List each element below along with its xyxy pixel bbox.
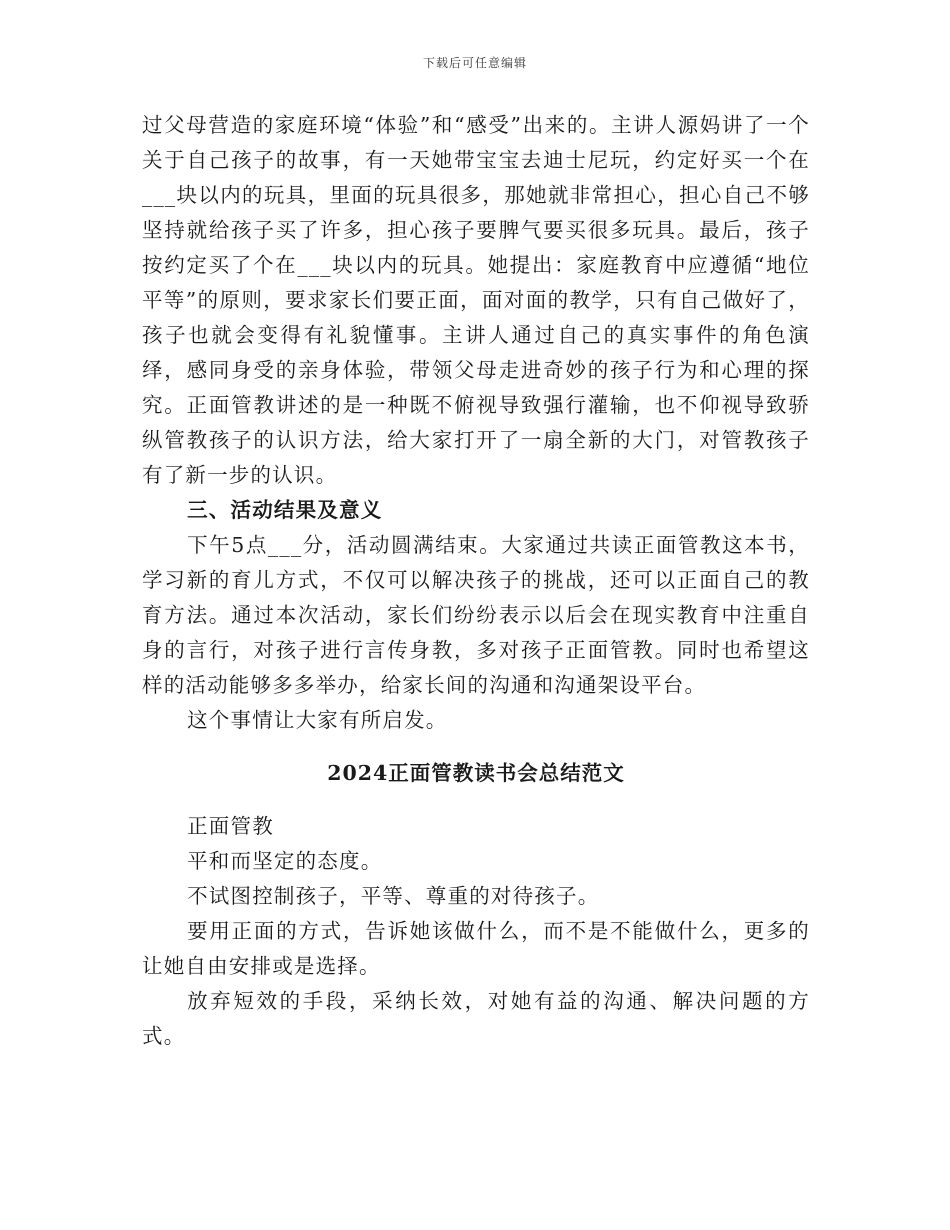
article-line: 不试图控制孩子，平等、尊重的对待孩子。 [187,884,600,908]
document-body [142,108,810,1054]
closing-paragraph: 这个事情让大家有所启发。 [187,708,448,732]
continued-paragraph: 过父母营造的家庭环境“体验”和“感受”出来的。主讲人源妈讲了一个关于自己孩子的故事，有一天她带宝宝去迪士尼玩，约定好买一个在___块以内的玩具，里面的玩具很多，那她就非常担心，担心自己不够坚持就给孩子买了许多，担心孩子要脾气要买很多玩具。最后，孩子按约定买了个在___块以内的玩具。她提出：家庭教育中应遵循“地位平等”的原则，要求家长们要正面，面对面的教学，只有自己做好了，孩子也就会变得有礼貌懂事。主讲人通过自己的真实事件的角色演绎，感同身受的亲身体验，带领父母走进奇妙的孩子行为和心理的探究。正面管教讲述的是一种既不俯视导致强行灌输，也不仰视导致骄纵管教孩子的认识方法，给大家打开了一扇全新的大门，对管教孩子有了新一步的认识。 [142,113,810,487]
article-title: 2024正面管教读书会总结范文 [327,761,625,785]
article-line: 平和而坚定的态度。 [187,849,383,873]
section-heading-results: 三、活动结果及意义 [187,498,383,522]
article-line: 正面管教 [187,814,274,838]
results-paragraph: 下午5点___分，活动圆满结束。大家通过共读正面管教这本书，学习新的育儿方式，不仅可以解决孩子的挑战，还可以正面自己的教育方法。通过本次活动，家长们纷纷表示以后会在现实教育中注重自身的言行，对孩子进行言传身教，多对孩子正面管教。同时也希望这样的活动能够多多举办，给家长间的沟通和沟通架设平台。 [142,533,810,697]
article-line: 要用正面的方式，告诉她该做什么，而不是不能做什么，更多的让她自由安排或是选择。 [142,919,810,978]
article-line: 放弃短效的手段，采纳长效，对她有益的沟通、解决问题的方式。 [142,989,810,1048]
page-header: 下载后可任意编辑 [422,56,527,70]
